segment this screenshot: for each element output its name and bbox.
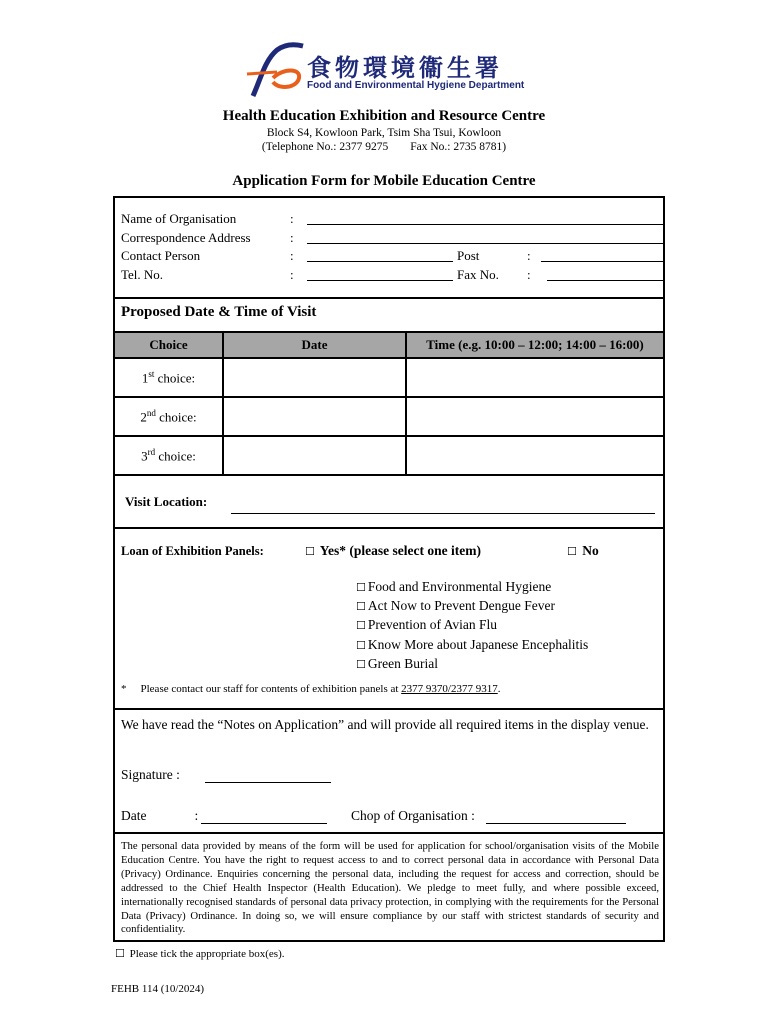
checkbox-icon[interactable]: ☐ xyxy=(567,545,577,558)
application-form xyxy=(113,196,665,942)
third-choice-time-cell[interactable] xyxy=(406,436,663,475)
date-field[interactable] xyxy=(201,812,327,824)
panel-option[interactable]: ☐ Act Now to Prevent Dengue Fever xyxy=(356,598,555,614)
centre-name: Health Education Exhibition and Resource Centre xyxy=(222,108,546,124)
checkbox-icon[interactable]: ☐ xyxy=(356,638,366,652)
date-header: Date xyxy=(223,332,406,358)
contact-row: Contact Person : Post : xyxy=(115,248,663,266)
time-header: Time (e.g. 10:00 – 12:00; 14:00 – 16:00) xyxy=(406,332,663,358)
panel-option[interactable]: ☐ Food and Environmental Hygiene xyxy=(356,579,552,594)
visit-table xyxy=(115,331,663,476)
exhibition-panel-list xyxy=(356,578,588,674)
date-label: Date : xyxy=(121,808,199,823)
form-title: Application Form for Mobile Education Centre xyxy=(232,173,536,189)
post-label: Post xyxy=(457,248,480,263)
choice-label: 3rd choice: xyxy=(115,436,223,475)
tel-row: Tel. No. : Fax No. : xyxy=(115,267,663,285)
logo-chinese-name: 食物環境衞生署 xyxy=(307,54,503,82)
contact-label: Contact Person xyxy=(121,248,201,263)
first-choice-date-cell[interactable] xyxy=(223,358,406,397)
visit-table-header xyxy=(115,332,663,358)
panel-option[interactable]: ☐ Know More about Japanese Encephalitis xyxy=(356,636,589,652)
loan-yes-option[interactable]: ☐ Yes* (please select one item) xyxy=(305,543,481,558)
first-choice-time-cell[interactable] xyxy=(406,358,663,397)
post-field[interactable] xyxy=(541,248,663,262)
tel-label: Tel. No. xyxy=(121,267,164,282)
divider xyxy=(115,297,663,299)
contact-phone: 2377 9370/2377 9317 xyxy=(401,683,498,695)
checkbox-icon[interactable]: ☐ xyxy=(356,619,366,633)
choice-label: 1st choice: xyxy=(115,358,223,397)
checkbox-icon[interactable]: ☐ xyxy=(356,581,366,594)
fehd-logo xyxy=(243,38,525,102)
choice-label: 2nd choice: xyxy=(115,397,223,436)
tick-note: ☐ Please tick the appropriate box(es). xyxy=(115,947,285,960)
centre-address: Block S4, Kowloon Park, Tsim Sha Tsui, Kowloon xyxy=(266,127,502,139)
declaration-text: We have read the “Notes on Application” and will provide all required items in the display venue. xyxy=(121,717,649,732)
panel-option[interactable]: ☐ Green Burial xyxy=(356,655,438,671)
address-row: Correspondence Address : xyxy=(115,230,663,248)
form-number: FEHB 114 (10/2024) xyxy=(111,983,205,995)
table-row xyxy=(115,436,663,475)
fax-field[interactable] xyxy=(547,267,663,281)
contact-field[interactable] xyxy=(307,248,453,262)
contact-note: * Please contact our staff for contents of exhibition panels at 2377 9370/2377 9317. xyxy=(121,683,501,695)
fax-text: Fax No.: 2735 8781) xyxy=(410,141,507,153)
telephone-text: (Telephone No.: 2377 9275 xyxy=(261,141,389,153)
logo-english-name: Food and Environmental Hygiene Department xyxy=(307,80,525,91)
checkbox-icon[interactable]: ☐ xyxy=(305,545,315,558)
address-field[interactable] xyxy=(307,230,663,244)
panel-option[interactable]: ☐ Prevention of Avian Flu xyxy=(356,617,497,633)
organisation-field[interactable] xyxy=(307,211,663,225)
privacy-statement: The personal data provided by means of the form will be used for application for school/organisation visits of the Mobile Education Centre. You have the right to request access to and to correct personal data in accordance with Personal Data (Privacy) Ordinance. Enquiries concerning the personal data, including the request for access and correction, should be addressed to the Chief Health Inspector (Health Education). We pledge to meet fully, and where possible exceed, internationally recognised standards of personal data privacy protection, in complying with the requirements for the Personal Data (Privacy) Ordinance. In doing so, we will ensure compliance by our staff with strictest standards of security and confidentiality. xyxy=(121,840,659,936)
divider xyxy=(115,832,663,834)
checkbox-icon: ☐ xyxy=(115,947,125,960)
address-label: Correspondence Address xyxy=(121,230,251,245)
divider xyxy=(115,527,663,529)
table-row xyxy=(115,397,663,436)
fehd-emblem-icon xyxy=(243,38,307,102)
second-choice-time-cell[interactable] xyxy=(406,397,663,436)
organisation-row: Name of Organisation : xyxy=(115,211,663,229)
checkbox-icon[interactable]: ☐ xyxy=(356,600,366,614)
visit-section-title: Proposed Date & Time of Visit xyxy=(121,304,317,320)
divider xyxy=(115,708,663,710)
organisation-label: Name of Organisation xyxy=(121,211,237,226)
visit-location-label: Visit Location: xyxy=(125,494,208,509)
second-choice-date-cell[interactable] xyxy=(223,397,406,436)
loan-no-option[interactable]: ☐ No xyxy=(567,543,599,558)
chop-label: Chop of Organisation : xyxy=(351,808,475,823)
choice-header: Choice xyxy=(115,332,223,358)
table-row xyxy=(115,358,663,397)
loan-panels-label: Loan of Exhibition Panels: xyxy=(121,544,264,558)
signature-label: Signature : xyxy=(121,767,180,782)
checkbox-icon[interactable]: ☐ xyxy=(356,657,366,671)
visit-location-field[interactable] xyxy=(231,500,655,514)
centre-contact xyxy=(0,141,768,153)
third-choice-date-cell[interactable] xyxy=(223,436,406,475)
signature-field[interactable] xyxy=(205,771,331,783)
tel-field[interactable] xyxy=(307,267,453,281)
chop-field[interactable] xyxy=(486,812,626,824)
fax-label: Fax No. xyxy=(457,267,499,282)
